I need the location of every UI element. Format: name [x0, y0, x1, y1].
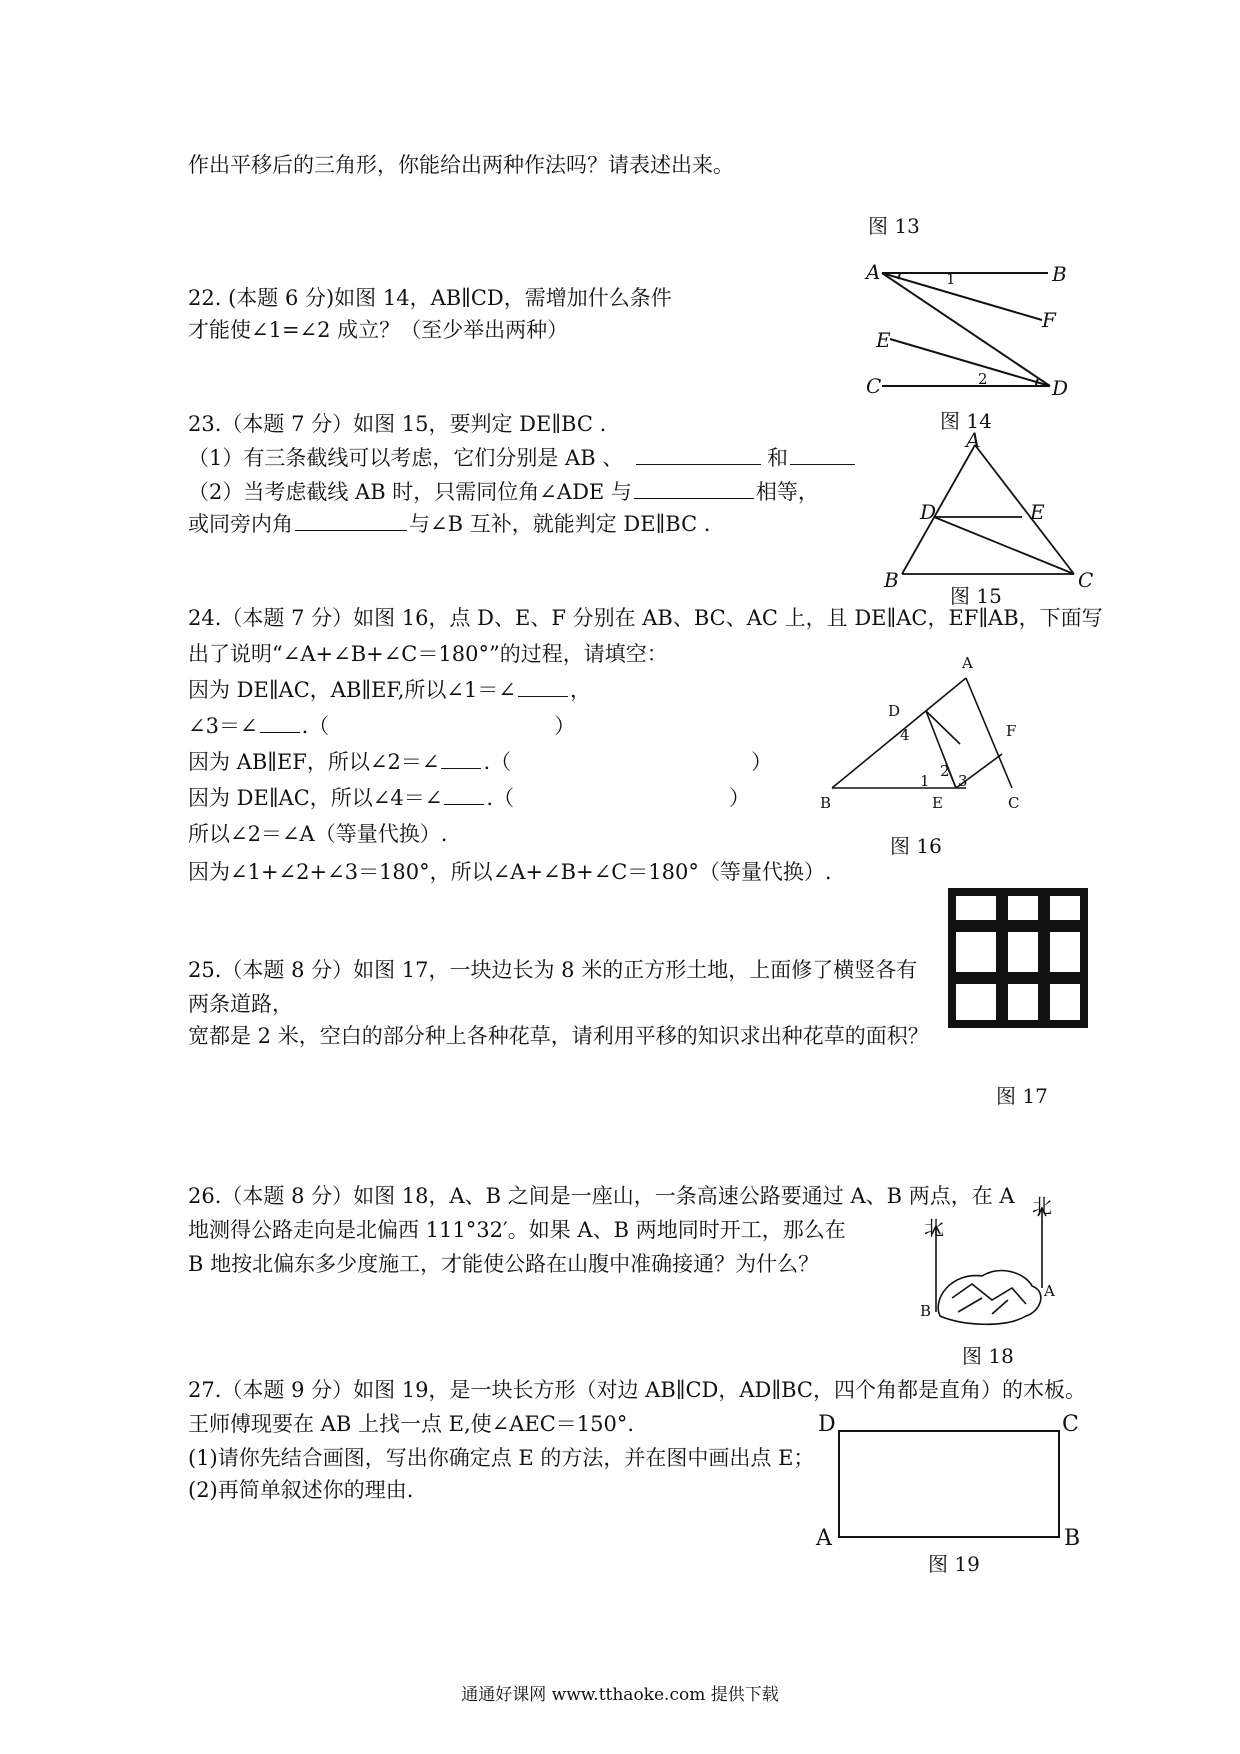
fig18-north-a: 北: [1032, 1194, 1052, 1218]
q24-line1: 24.（本题 7 分）如图 16，点 D、E、F 分别在 AB、BC、AC 上，且 DE∥AC，EF∥AB，下面写: [188, 606, 1103, 630]
q24-line7: 所以∠2＝∠A（等量代换）.: [188, 822, 448, 846]
fig15-label-b: B: [884, 568, 899, 592]
fig16-label-e: E: [932, 794, 943, 812]
fig14-angle-1: 1: [946, 270, 956, 288]
fig14-caption: 图 14: [940, 409, 992, 433]
fig14-label-f: F: [1042, 308, 1056, 332]
fig16-angle-3: 3: [958, 772, 968, 790]
q24-line5-text: 因为 AB∥EF，所以∠2＝∠: [188, 750, 440, 774]
q23-line2-and: 和: [767, 446, 788, 470]
q24-line3: [188, 678, 591, 703]
q23-line4: [188, 512, 711, 537]
fig14-label-c: C: [866, 374, 882, 398]
q24-line4-text: ∠3＝∠: [188, 714, 258, 738]
fig19-label-b: B: [1064, 1526, 1081, 1551]
q23-blank-1[interactable]: [636, 446, 761, 465]
q23-blank-2[interactable]: [790, 446, 855, 465]
page-footer: 通通好课网 www.tthaoke.com 提供下载: [461, 1685, 779, 1705]
fig16-label-a: A: [962, 654, 973, 672]
q24-reason-3[interactable]: [514, 787, 729, 805]
fig16-label-f: F: [1006, 722, 1017, 740]
q24-line6-end: ）: [729, 786, 751, 810]
fig16-caption: 图 16: [890, 834, 942, 858]
q23-line1: 23.（本题 7 分）如图 15，要判定 DE∥BC .: [188, 412, 607, 436]
q23-blank-3[interactable]: [634, 480, 754, 499]
q22-line2: 才能使∠1=∠2 成立？（至少举出两种）: [188, 318, 569, 342]
q23-blank-4[interactable]: [295, 512, 407, 531]
fig14-label-d: D: [1052, 376, 1069, 400]
q24-line3-end: ，: [569, 678, 591, 702]
q24-line6: [188, 786, 750, 811]
fig14-label-b: B: [1052, 262, 1067, 286]
q24-blank-1[interactable]: [518, 678, 568, 697]
q23-line2: [188, 446, 855, 471]
fig16-label-b: B: [820, 794, 832, 812]
q24-line4-end: ）: [554, 714, 576, 738]
q21-text: 作出平移后的三角形，你能给出两种作法吗？请表述出来。: [188, 153, 734, 177]
fig16-angle-2: 2: [940, 762, 950, 780]
fig16-angle-1: 1: [920, 772, 930, 790]
q26-line2: 地测得公路走向是北偏西 111°32′。如果 A、B 两地同时开工，那么在: [188, 1218, 846, 1242]
q23-line2-text: （1）有三条截线可以考虑，它们分别是 AB 、: [188, 446, 624, 470]
fig13-caption: 图 13: [868, 214, 920, 238]
q27-line3: (1)请你先结合画图，写出你确定点 E 的方法，并在图中画出点 E；: [188, 1446, 815, 1470]
fig19-caption: 图 19: [928, 1552, 980, 1576]
q24-line5-end: ）: [751, 750, 773, 774]
q24-blank-3[interactable]: [441, 750, 481, 769]
fig18-label-a: A: [1044, 1282, 1055, 1300]
q24-line6-text: 因为 DE∥AC，所以∠4＝∠: [188, 786, 443, 810]
fig15-label-c: C: [1078, 568, 1094, 592]
fig19-label-d: D: [818, 1412, 836, 1437]
q25-line1: 25.（本题 8 分）如图 17，一块边长为 8 米的正方形土地，上面修了横竖各有: [188, 958, 918, 982]
q23-line3-text: （2）当考虑截线 AB 时，只需同位角∠ADE 与: [188, 480, 632, 504]
fig15-caption: 图 15: [950, 584, 1002, 608]
fig15-label-e: E: [1030, 500, 1045, 524]
fig18-north-b: 北: [924, 1216, 944, 1240]
q24-line2: 出了说明“∠A+∠B+∠C＝180°”的过程，请填空：: [188, 642, 668, 666]
fig16-label-c: C: [1008, 794, 1020, 812]
q24-blank-4[interactable]: [444, 786, 484, 805]
q23-line4-text: 或同旁内角: [188, 512, 293, 536]
fig14-angle-2: 2: [978, 370, 988, 388]
q24-line6-mid: .（: [486, 786, 515, 810]
q22-line1: 22. (本题 6 分)如图 14，AB∥CD，需增加什么条件: [188, 286, 672, 310]
fig17-caption: 图 17: [996, 1084, 1048, 1108]
fig16-label-d: D: [888, 702, 901, 720]
fig19-label-c: C: [1062, 1412, 1079, 1437]
q24-line8: 因为∠1+∠2+∠3＝180°，所以∠A+∠B+∠C＝180°（等量代换）.: [188, 860, 832, 884]
q27-line2: 王师傅现要在 AB 上找一点 E,使∠AEC＝150°.: [188, 1412, 635, 1436]
fig15-label-d: D: [920, 500, 937, 524]
figure-19: [836, 1428, 1066, 1548]
q27-line1: 27.（本题 9 分）如图 19，是一块长方形（对边 AB∥CD，AD∥BC，四个角都是直角）的木板。: [188, 1378, 1086, 1402]
q24-reason-1[interactable]: [329, 715, 554, 733]
q24-line5: [188, 750, 772, 775]
q23-line3: [188, 480, 819, 505]
q24-line4: [188, 714, 575, 739]
q24-line4-mid: .（: [301, 714, 330, 738]
fig19-label-a: A: [816, 1526, 832, 1551]
fig18-caption: 图 18: [962, 1344, 1014, 1368]
q26-line1: 26.（本题 8 分）如图 18，A、B 之间是一座山，一条高速公路要通过 A、B 两点，在 A: [188, 1184, 1015, 1208]
fig15-label-a: A: [966, 428, 981, 452]
q23-line3-end: 相等，: [755, 480, 819, 504]
fig18-label-b: B: [920, 1302, 932, 1320]
q24-line5-mid: .（: [483, 750, 512, 774]
q24-reason-2[interactable]: [511, 751, 751, 769]
q24-blank-2[interactable]: [260, 714, 300, 733]
q25-line2: 两条道路，: [188, 992, 293, 1016]
q26-line3: B 地按北偏东多少度施工，才能使公路在山腹中准确接通？为什么？: [188, 1252, 820, 1276]
q27-line4: (2)再简单叙述你的理由.: [188, 1478, 414, 1502]
figure-17: [948, 888, 1088, 1028]
q25-line3: 宽都是 2 米，空白的部分种上各种花草，请利用平移的知识求出种花草的面积？: [188, 1024, 929, 1048]
q24-line3-text: 因为 DE∥AC，AB∥EF,所以∠1＝∠: [188, 678, 516, 702]
q23-line4-end: 与∠B 互补，就能判定 DE∥BC .: [409, 512, 711, 536]
fig14-label-e: E: [876, 328, 891, 352]
fig16-angle-4: 4: [900, 726, 910, 744]
fig14-label-a: A: [866, 260, 881, 284]
